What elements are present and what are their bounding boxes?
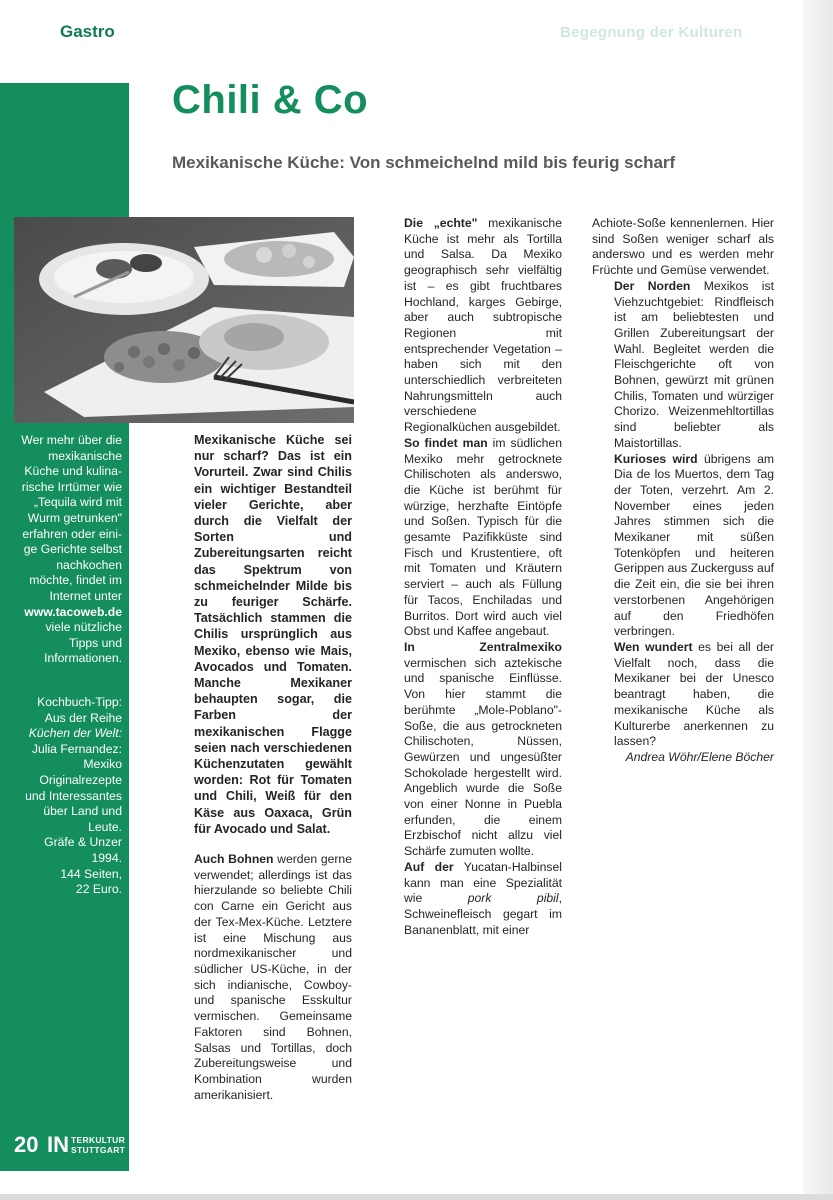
sidebar-line: Tipps und — [68, 635, 122, 650]
paragraph-lead-in: Auf der — [404, 859, 454, 874]
magazine-logo: IN — [47, 1132, 69, 1157]
paragraph — [592, 452, 774, 640]
sidebar-line: Wurm getrunken" — [27, 510, 122, 525]
paragraph — [382, 860, 562, 939]
article-subtitle: Mexikanische Küche: Von schmeichelnd mild bis feurig scharf — [172, 153, 676, 172]
paragraph: Achiote-Soße kennenlernen. Hier sind Soßen weniger scharf als anderswo und es werden mehr Früchte und Gemüse verwendet. — [592, 216, 774, 278]
sidebar-line: mexikanische — [48, 448, 122, 463]
article-column-1 — [172, 432, 352, 1103]
article-column-3 — [592, 216, 774, 766]
paragraph — [382, 436, 562, 640]
page-edge-bottom — [0, 1194, 833, 1200]
paragraph-body: vermischen sich aztekische und spanische Einflüsse. Von hier stammt die berühmte „Mole-Poblano"-Soße, die aus getrockneten Chilischoten, Nüssen, Gewürzen und ungesüßter Schokolade hergestellt wird. Angeblich wurde die Soße von einer Nonne in Puebla erfunden, die einem Erzbischof nicht allzu viel Schärfe zumuten wollte. — [404, 655, 562, 859]
sidebar-line: Aus der Reihe — [44, 710, 122, 725]
paragraph-body: Mexikos ist Viehzuchtgebiet: Rindfleisch ist am beliebtesten und Grillen Zubereitungsart der Wahl. Begleitet werden die Fleischgerichte oft von Bohnen, gewürzt mit grünen Chilis, Tomaten und würziger Chorizo. Weizenmehltortillas sind beliebter als Maistortillas. — [614, 278, 774, 450]
sidebar-line: Julia Fernandez: — [31, 741, 122, 756]
article-column-2 — [382, 216, 562, 938]
paragraph — [592, 279, 774, 452]
lead-paragraph: Mexikanische Küche sei nur scharf? Das ist ein Vorurteil. Zwar sind Chilis ein wichtiger Bestandteil vieler Gerichte, aber durch die Vielfalt der Sorten und Zubereitungsarten reicht das Spektrum von schmeichelnder Milde bis zu feuriger Schärfe. Tatsächlich stammen die Chilis ursprünglich aus Mexiko, ebenso wie Mais, Avocados und Tomaten. Manche Mexikaner behaupten sogar, die Farben der mexikanischen Flagge seien nach verschiedenen Küchenzutaten gewählt worden: Rot für Tomaten und Chili, Weiß für den Käse aus Oaxaca, Grün für Avocado und Salat. — [194, 433, 352, 836]
article-title: Chili & Co — [172, 78, 369, 122]
sidebar-line: Mexiko — [83, 757, 122, 772]
sidebar-line: ge Gerichte selbst — [23, 542, 122, 557]
sidebar-line: erfahren oder eini- — [22, 526, 122, 541]
magazine-logo-text — [71, 1136, 125, 1155]
paragraph — [592, 640, 774, 750]
page-number: 20 — [14, 1132, 39, 1157]
author-credit: Andrea Wöhr/Elene Böcher — [625, 749, 774, 764]
food-photo — [14, 217, 354, 423]
sidebar-line: und Interessantes — [25, 788, 122, 803]
sidebar-line: „Tequila wird mit — [33, 495, 122, 510]
sidebar-line: Kochbuch-Tipp: — [37, 695, 122, 709]
sidebar-line: Informationen. — [44, 651, 122, 666]
sidebar-line: Leute. — [88, 819, 122, 834]
paragraph-body: Yucatan-Halbinsel kann man eine Spezialität wie — [404, 859, 562, 906]
sidebar-line: Küchen der Welt: — [28, 726, 122, 741]
paragraph — [172, 852, 352, 1103]
paragraph — [382, 216, 562, 436]
sidebar-line: 1994. — [91, 850, 122, 865]
sidebar-web-tip — [6, 433, 122, 667]
paragraph-body: übrigens am Dia de los Muertos, dem Tag der Toten, verzehrt. Am 2. November eines jeden Jahres stimmen sich die Mexikaner mit süßen Totenköpfen und heiteren Gerippen aus Zuckerguss auf die Zeit ein, die sie bei ihren verstorbenen Angehörigen auf den Friedhöfen verbringen. — [614, 451, 774, 639]
paragraph-body: werden gerne verwendet; allerdings ist das hierzulande so beliebte Chili con Carne ein Gericht aus der Tex-Mex-Küche. Letztere ist eine Mischung aus nordmexikanischer und südlicher US-Küche, in der sich indianische, Cowboy- und spanische Esskultur vermischen. Gemeinsame Faktoren sind Bohnen, Salsas und Tortillas, doch Zubereitungsweise und Kombination wurden amerikanisiert. — [194, 852, 352, 1102]
page-edge — [803, 0, 833, 1200]
dish-name: pork pibil — [467, 891, 559, 906]
paragraph — [382, 640, 562, 860]
paragraph-body: es bei all der Vielfalt noch, dass die Mexikaner bei der Unesco beantragt haben, die mexikanische Küche als Kulturerbe anerkennen zu lassen? — [614, 639, 774, 749]
logo-line: TERKULTUR — [71, 1135, 126, 1145]
paragraph-lead-in: Wen wundert — [614, 639, 693, 654]
sidebar-line: rische Irrtümer wie — [21, 479, 122, 494]
paragraph-body: im südlichen Mexiko mehr getrocknete Chilischoten als anderswo, die Küche ist berühmt für würzige, herzhafte Eintöpfe und Soßen. Typisch für die gesamte Pazifikküste sind Fisch und Krustentiere, oft mit Tomaten und Kräutern serviert – auch als Füllung für Tacos, Enchiladas und Burritos. Dort wird auch viel Obst und Kaffee angebaut. — [404, 435, 562, 639]
paragraph-lead-in: So findet man — [404, 435, 488, 450]
sidebar-line: möchte, findet im — [29, 573, 122, 588]
food-photo-image — [14, 217, 354, 423]
paragraph-body: , Schweinefleisch gegart im Bananenblatt, mit einer — [404, 891, 562, 937]
paragraph-lead-in: Die „echte" — [404, 216, 478, 230]
sidebar-line: über Land und — [43, 804, 122, 819]
sidebar-line: 144 Seiten, — [60, 866, 122, 881]
running-head: Begegnung der Kulturen — [560, 24, 743, 41]
section-tag: Gastro — [60, 22, 115, 41]
sidebar-line: nachkochen — [56, 557, 122, 572]
sidebar-line: Gräfe & Unzer — [44, 835, 122, 850]
paragraph-body: mexikanische Küche ist mehr als Tortilla und Salsa. Da Mexiko geographisch sehr vielfältig ist – es gibt fruchtbares Hochland, karges Gebirge, aber auch subtropische Regionen mit entsprechender Vegetation – haben sich mit den unterschiedlich verbreiteten Nahrungsmitteln auch verschiedene Regionalküchen ausgebildet. — [404, 216, 562, 435]
paragraph-lead-in: Der Norden — [614, 278, 691, 293]
sidebar-line: Internet unter — [49, 588, 122, 603]
sidebar-line: Wer mehr über die — [21, 433, 122, 447]
logo-line: STUTTGART — [71, 1144, 126, 1155]
sidebar-cookbook-tip — [6, 695, 122, 898]
paragraph-lead-in: Kurioses wird — [614, 451, 698, 466]
paragraph-lead-in: Auch Bohnen — [194, 852, 274, 867]
sidebar-line: Originalrezepte — [39, 772, 122, 787]
sidebar-line: Küche und kulina- — [24, 464, 122, 479]
sidebar-link-tacoweb[interactable]: www.tacoweb.de — [24, 604, 122, 619]
sidebar-line: 22 Euro. — [75, 882, 122, 897]
paragraph-lead-in: In Zentralmexiko — [404, 639, 562, 654]
sidebar-line: viele nützliche — [45, 620, 122, 635]
